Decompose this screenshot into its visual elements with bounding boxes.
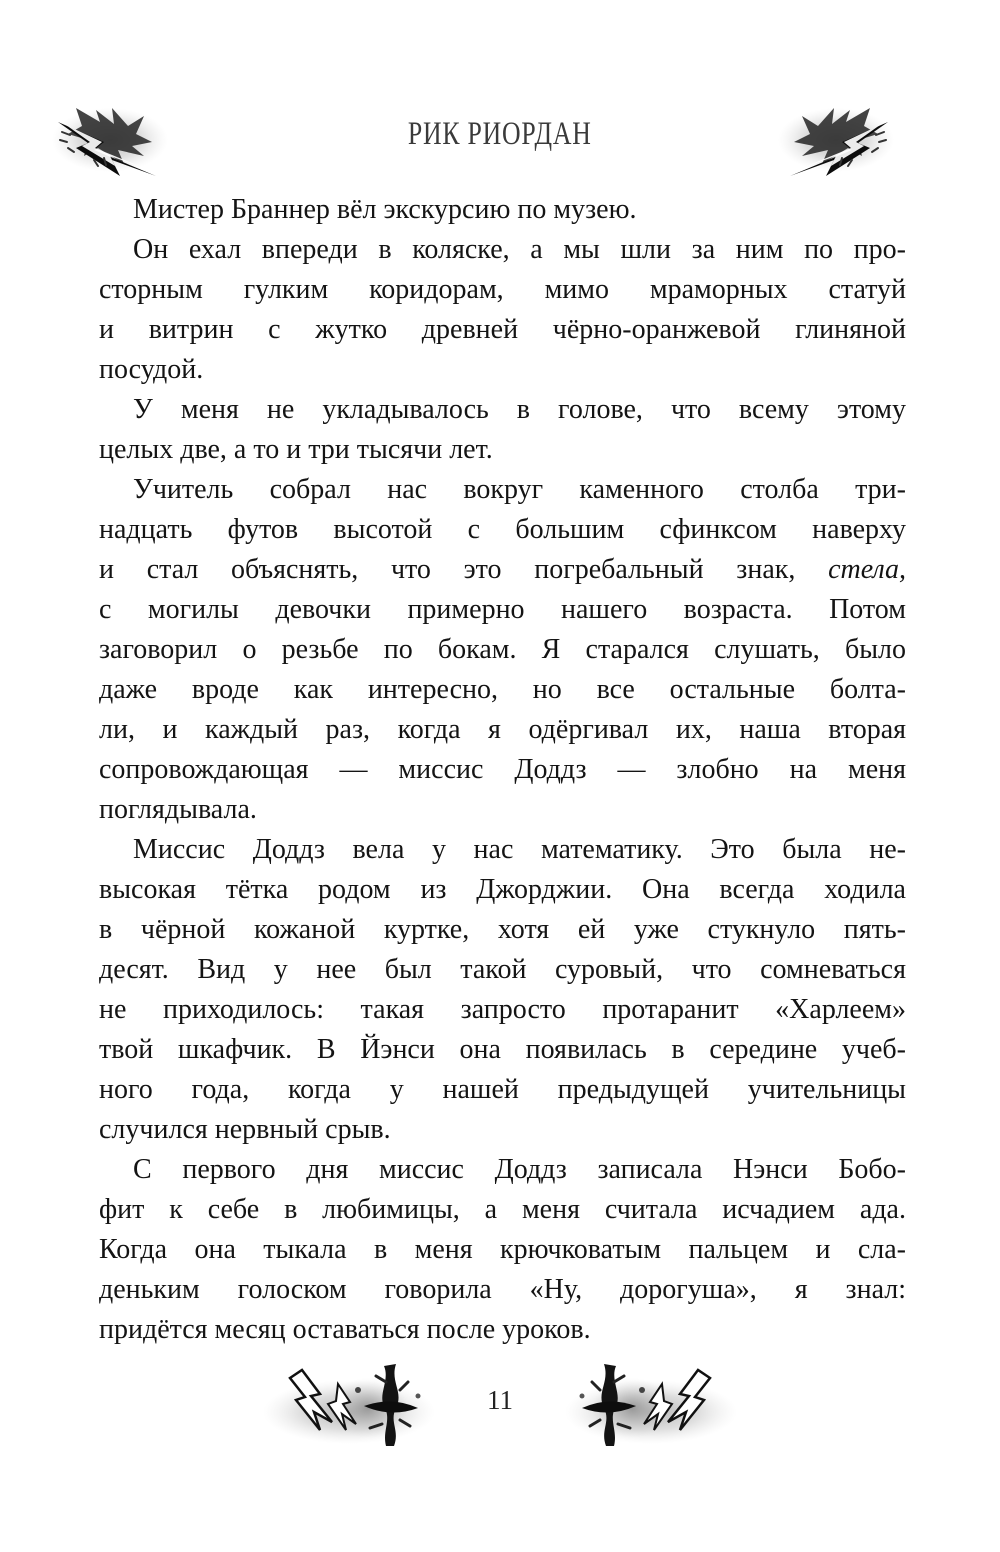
text-line: в чёрной кожаной куртке, хотя ей уже стукнуло пять-: [99, 914, 906, 945]
text-line: Мистер Браннер вёл экскурсию по музею.: [133, 194, 637, 225]
paragraph: [99, 230, 906, 390]
text-line: фит к себе в любимицы, а меня считала исчадием ада.: [99, 1194, 906, 1225]
lightning-ornament-icon: [770, 98, 898, 190]
text-line: и стал объяснять, что это погребальный знак, стела,: [99, 554, 906, 585]
text-line: высокая тётка родом из Джорджии. Она всегда ходила: [99, 874, 906, 905]
page-text: [99, 190, 906, 1350]
paragraph: [99, 830, 906, 1150]
text-line: твой шкафчик. В Йэнси она появилась в середине учеб-: [99, 1034, 906, 1065]
text-line: и витрин с жутко древней чёрно-оранжевой глиняной: [99, 314, 906, 345]
page-footer: [0, 1356, 1000, 1452]
text-line: не приходилось: такая запросто протаранит «Харлеем»: [99, 994, 906, 1025]
text-line: поглядывала.: [99, 794, 257, 825]
paragraph: [99, 1150, 906, 1350]
page-number: 11: [487, 1384, 513, 1415]
text-line: У меня не укладывалось в голове, что всему этому: [133, 394, 906, 425]
paragraph: [99, 190, 906, 230]
running-head-text: РИК РИОРДАН: [408, 116, 592, 152]
paragraph: [99, 470, 906, 830]
text-line: целых две, а то и три тысячи лет.: [99, 434, 493, 465]
text-line: придётся месяц оставаться после уроков.: [99, 1314, 591, 1345]
text-line: случился нервный срыв.: [99, 1114, 391, 1145]
text-line: с могилы девочки примерно нашего возраста. Потом: [99, 594, 906, 625]
text-line: С первого дня миссис Доддз записала Нэнси Бобо-: [133, 1154, 906, 1185]
text-line: ного года, когда у нашей предыдущей учительницы: [99, 1074, 906, 1105]
text-line: сопровождающая — миссис Доддз — злобно на меня: [99, 754, 906, 785]
text-line: Когда она тыкала в меня крючковатым пальцем и сла-: [99, 1234, 906, 1265]
text-line: ли, и каждый раз, когда я одёргивал их, наша вторая: [99, 714, 906, 745]
text-line: Учитель собрал нас вокруг каменного столба три-: [133, 474, 906, 505]
text-line: надцать футов высотой с большим сфинксом наверху: [99, 514, 906, 545]
text-line: даже вроде как интересно, но все остальные болта-: [99, 674, 906, 705]
text-line: десят. Вид у нее был такой суровый, что сомневаться: [99, 954, 906, 985]
text-line: Миссис Доддз вела у нас математику. Это была не-: [133, 834, 906, 865]
text-line: сторным гулким коридорам, мимо мраморных статуй: [99, 274, 906, 305]
sword-lightning-ornament-icon: [258, 1356, 440, 1452]
text-line: Он ехал впереди в коляске, а мы шли за ним по про-: [133, 234, 906, 265]
paragraph: [99, 390, 906, 470]
text-line: посудой.: [99, 354, 204, 385]
text-line: заговорил о резьбе по бокам. Я старался слушать, было: [99, 634, 906, 665]
text-line: деньким голоском говорила «Ну, дорогуша», я знал:: [99, 1274, 906, 1305]
sword-lightning-ornament-icon: [560, 1356, 742, 1452]
